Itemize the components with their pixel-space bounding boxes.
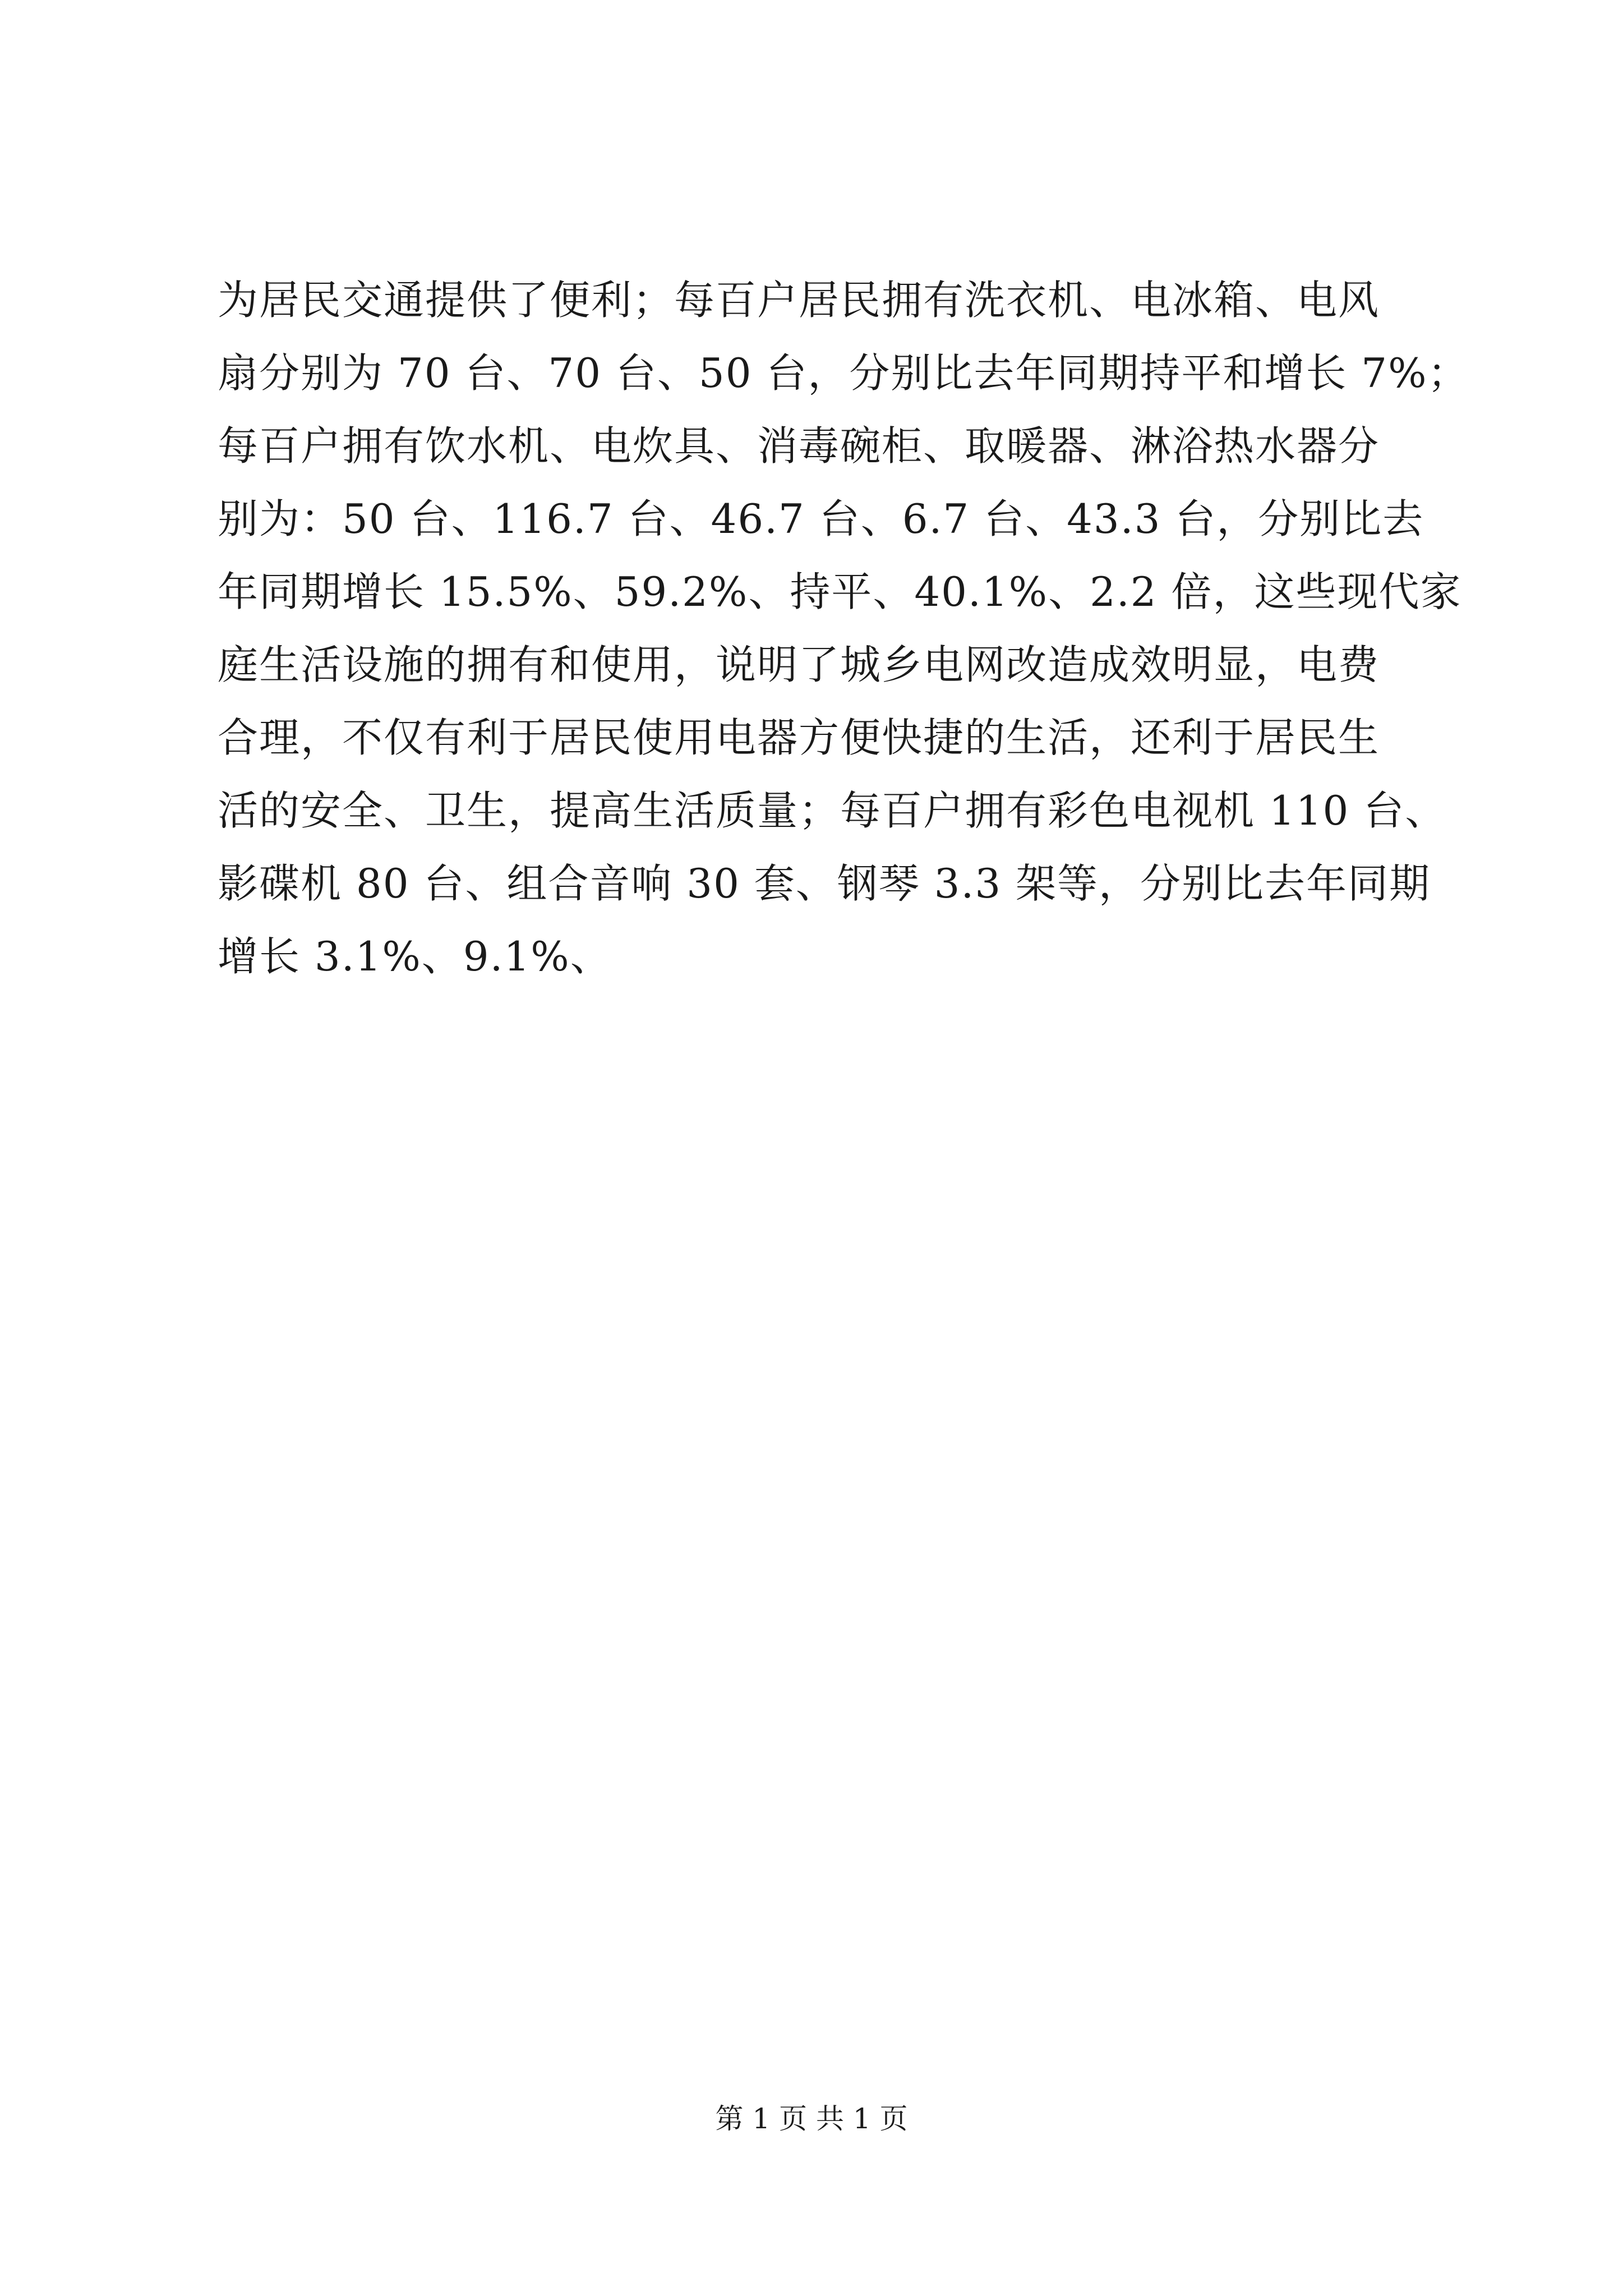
text-line: 活的安全、卫生，提高生活质量；每百户拥有彩色电视机 110 台、 <box>218 787 1447 834</box>
text-line: 每百户拥有饮水机、电炊具、消毒碗柜、取暖器、淋浴热水器分 <box>218 422 1380 470</box>
text-line: 合理，不仅有利于居民使用电器方便快捷的生活，还利于居民生 <box>218 714 1380 761</box>
text-line: 扇分别为 70 台、70 台、50 台，分别比去年同期持平和增长 7%； <box>218 349 1469 397</box>
text-line: 别为：50 台、116.7 台、46.7 台、6.7 台、43.3 台，分别比去 <box>218 495 1424 542</box>
text-line: 影碟机 80 台、组合音响 30 套、钢琴 3.3 架等，分别比去年同期 <box>218 860 1431 907</box>
text-line: 为居民交通提供了便利；每百户居民拥有洗衣机、电冰箱、电风 <box>218 277 1380 324</box>
page-footer: 第 1 页 共 1 页 <box>715 2102 908 2135</box>
text-line: 年同期增长 15.5%、59.2%、持平、40.1%、2.2 倍，这些现代家 <box>218 568 1462 615</box>
text-line: 庭生活设施的拥有和使用，说明了城乡电网改造成效明显，电费 <box>218 641 1380 688</box>
body-paragraph <box>218 269 1469 999</box>
text-line: 增长 3.1%、9.1%、 <box>218 933 612 980</box>
